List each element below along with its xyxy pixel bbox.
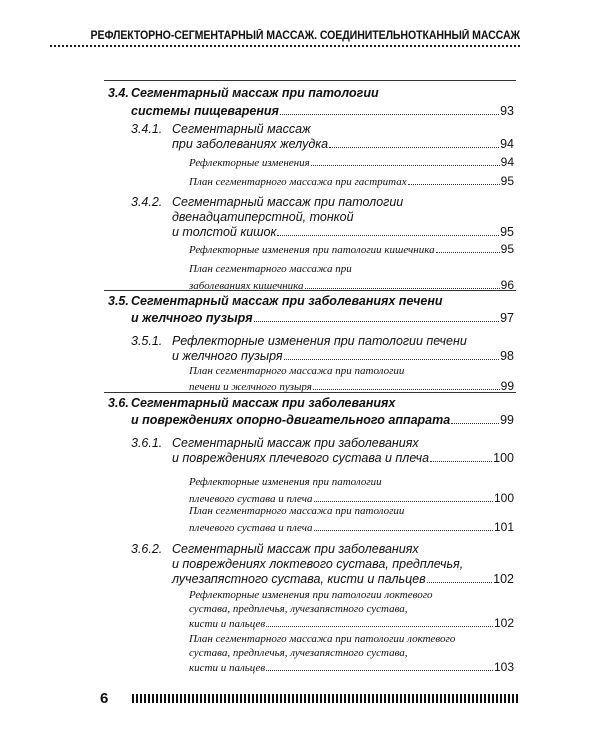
page-number: 98 <box>500 349 514 363</box>
entry-line: и повреждениях опорно-двигательного аппарата <box>131 413 451 427</box>
leader-dots <box>451 423 499 424</box>
page-number: 93 <box>500 104 514 118</box>
leader-dots <box>280 114 499 115</box>
entry-line: Сегментарный массаж при заболеваниях печени <box>131 294 443 308</box>
page-number: 95 <box>500 242 514 256</box>
section-number: 3.4.2. <box>131 195 163 209</box>
entry-line: План сегментарного массажа при патологии <box>189 365 405 377</box>
page-number: 101 <box>493 520 514 534</box>
leader-dots <box>436 252 500 253</box>
page-number: 96 <box>500 278 514 292</box>
toc-entry-3-4-2[interactable] <box>131 195 514 240</box>
leader-dots <box>277 235 499 236</box>
entry-line: Сегментарный массаж <box>172 122 311 136</box>
toc-entry-3-4-1-b[interactable] <box>189 174 514 189</box>
toc-entry-3-6-1-b[interactable] <box>189 504 514 535</box>
entry-line: Рефлекторные изменения при патологии кишечника <box>189 244 435 256</box>
section-number: 3.5. <box>108 294 129 308</box>
footer-page-number: 6 <box>100 690 109 707</box>
entry-line: Сегментарный массаж при заболеваниях <box>172 542 419 556</box>
leader-dots <box>266 670 493 671</box>
toc-entry-3-6-2[interactable] <box>131 542 514 587</box>
toc-entry-3-4-1-a[interactable] <box>189 155 514 170</box>
leader-dots <box>266 626 493 627</box>
page-number: 103 <box>493 660 514 674</box>
page-number: 94 <box>500 155 514 169</box>
entry-line: при заболеваниях желудка <box>172 137 329 151</box>
page-number: 99 <box>500 413 514 427</box>
entry-line: и желчного пузыря <box>131 311 253 325</box>
page-number: 100 <box>493 451 514 465</box>
entry-line: кисти и пальцев <box>189 662 266 674</box>
entry-line: сустава, предплечья, лучезапястного сустава, <box>189 647 408 659</box>
entry-line: системы пищеварения <box>131 104 279 118</box>
entry-line: и толстой кишок <box>172 225 277 239</box>
leader-dots <box>430 461 492 462</box>
page-number: 99 <box>500 379 514 393</box>
page-number: 95 <box>500 174 514 188</box>
page-number: 95 <box>500 225 514 239</box>
section-number: 3.4.1. <box>131 122 163 136</box>
page-number: 102 <box>493 572 514 586</box>
entry-line: плечевого сустава и плеча <box>189 493 313 505</box>
entry-line: Сегментарный массаж при патологии <box>172 195 404 209</box>
entry-line: плечевого сустава и плеча <box>189 522 313 534</box>
entry-line: Рефлекторные изменения при патологии локтевого <box>189 589 433 601</box>
section-number: 3.6. <box>108 396 129 410</box>
entry-line: План сегментарного массажа при патологии локтевого <box>189 633 456 645</box>
leader-dots <box>313 389 500 390</box>
entry-line: Сегментарный массаж при патологии <box>131 86 379 100</box>
leader-dots <box>408 184 500 185</box>
entry-line: Сегментарный массаж при заболеваниях <box>131 396 396 410</box>
toc-entry-3-6-2-b[interactable] <box>189 632 514 675</box>
toc-entry-3-5-1[interactable] <box>131 334 514 364</box>
entry-line: двенадцатиперстной, тонкой <box>172 210 354 224</box>
entry-line: План сегментарного массажа при патологии <box>189 505 405 517</box>
toc-entry-3-6-2-a[interactable] <box>189 588 514 631</box>
toc-entry-3-4-1[interactable] <box>131 122 514 152</box>
leader-dots <box>305 288 500 289</box>
entry-line: заболеваниях кишечника <box>189 280 304 292</box>
toc-entry-3-6-1-a[interactable] <box>189 475 514 506</box>
toc-entry-3-6[interactable] <box>108 396 514 428</box>
leader-dots <box>254 321 499 322</box>
leader-dots <box>314 530 493 531</box>
entry-line: Рефлекторные изменения <box>189 157 310 169</box>
header-title: РЕФЛЕКТОРНО-СЕГМЕНТАРНЫЙ МАССАЖ. СОЕДИНИТЕЛЬНОТКАННЫЙ МАССАЖ <box>90 30 520 42</box>
leader-dots <box>427 582 492 583</box>
entry-line: печени и желчного пузыря <box>189 381 312 393</box>
section-number: 3.6.1. <box>131 436 163 450</box>
section-number: 3.5.1. <box>131 334 163 348</box>
section-divider <box>104 290 516 291</box>
entry-line: кисти и пальцев <box>189 618 266 630</box>
entry-line: сустава, предплечья, лучезапястного сустава, <box>189 603 408 615</box>
page-number: 102 <box>493 616 514 630</box>
page-number: 94 <box>500 137 514 151</box>
entry-line: и повреждениях плечевого сустава и плеча <box>172 451 430 465</box>
section-number: 3.4. <box>108 86 129 100</box>
page-number: 100 <box>493 491 514 505</box>
entry-line: План сегментарного массажа при гастритах <box>189 176 407 188</box>
toc-entry-3-4[interactable] <box>108 86 514 119</box>
toc-entry-3-4-2-a[interactable] <box>189 242 514 257</box>
entry-line: Рефлекторные изменения при патологии печени <box>172 334 467 348</box>
entry-line: Сегментарный массаж при заболеваниях <box>172 436 419 450</box>
toc-entry-3-5[interactable] <box>108 294 514 326</box>
entry-line: План сегментарного массажа при <box>189 263 352 275</box>
leader-dots <box>284 359 500 360</box>
entry-line: и желчного пузыря <box>172 349 283 363</box>
entry-line: Рефлекторные изменения при патологии <box>189 476 382 488</box>
leader-dots <box>329 147 499 148</box>
section-number: 3.6.2. <box>131 542 163 556</box>
toc-entry-3-5-1-a[interactable] <box>189 364 514 394</box>
entry-line: и повреждениях локтевого сустава, предплечья, <box>172 557 464 571</box>
toc-entry-3-6-1[interactable] <box>131 436 514 466</box>
leader-dots <box>314 501 493 502</box>
section-divider <box>104 392 516 393</box>
footer-decorative-bar <box>132 694 520 703</box>
leader-dots <box>311 165 500 166</box>
section-divider <box>104 80 516 81</box>
page-number: 97 <box>500 311 514 325</box>
toc-entry-3-4-2-b[interactable] <box>189 262 514 293</box>
entry-line: лучезапястного сустава, кисти и пальцев <box>172 572 426 586</box>
page-footer <box>100 692 520 706</box>
